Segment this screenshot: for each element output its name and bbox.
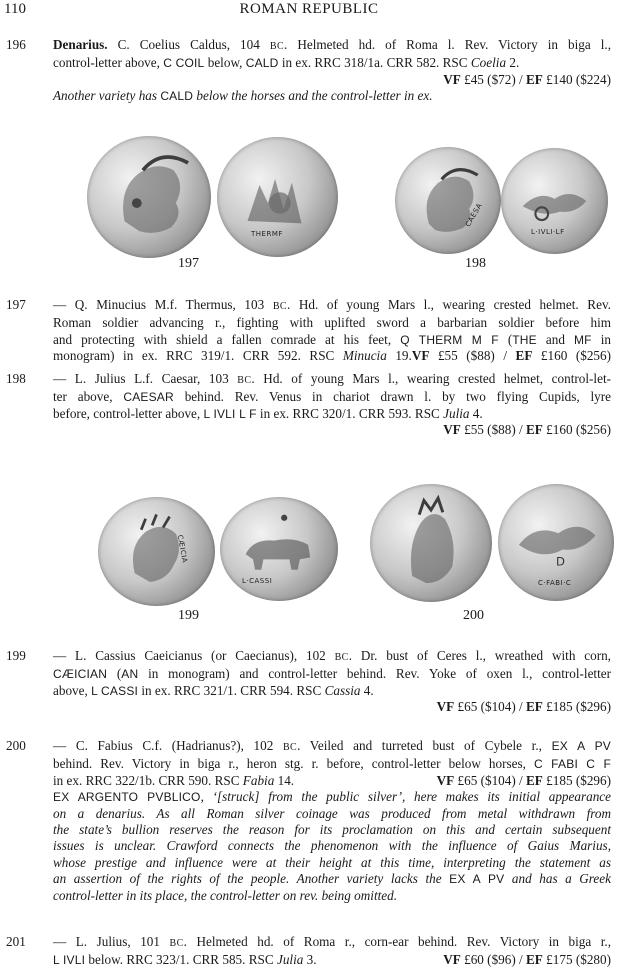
entry-line: ter above, CAESAR behind. Rev. Venus in chariot drawn l. by two flying Cupids, lyre xyxy=(53,389,611,405)
note-line: an assertion of the rights of the people. Another variety lacks the EX A PV and has a Greek xyxy=(53,871,611,887)
page-number: 110 xyxy=(4,1,26,17)
price-line: VF £65 ($104) / EF £185 ($296) xyxy=(436,699,611,715)
yoke-of-oxen-icon xyxy=(220,497,338,601)
entry-line: Roman soldier advancing r., fighting with uplifted sword a barbarian soldier before him xyxy=(53,315,611,331)
svg-text:D: D xyxy=(556,554,565,569)
coin-197-reverse xyxy=(217,137,338,257)
plate-caption-200: 200 xyxy=(463,608,484,623)
entry-line: above, L CASSI in ex. RRC 321/1. CRR 594. RSC Cassia 4. xyxy=(53,682,374,698)
entry-line: — L. Cassius Caeicianus (or Caecianus), 102 BC. Dr. bust of Ceres l., wreathed with corn, xyxy=(53,648,611,663)
coin-200-reverse xyxy=(498,484,614,601)
note-line: EX ARGENTO PVBLICO, ‘[struck] from the public silver’, here makes its initial appearance xyxy=(53,789,611,805)
variety-note: Another variety has CALD below the horses and the control-letter in ex. xyxy=(53,88,433,104)
entry-line: — L. Julius L.f. Caesar, 103 BC. Hd. of young Mars l., wearing crested helmet, control-let- xyxy=(53,371,611,386)
plate-caption-197: 197 xyxy=(178,256,199,271)
entry-line: before, control-letter above, L IVLI L F in ex. RRC 320/1. CRR 593. RSC Julia 4. xyxy=(53,405,483,421)
coin-legend: CAESA xyxy=(464,201,484,229)
coin-199-reverse xyxy=(220,497,338,601)
coin-198-obverse xyxy=(395,147,501,254)
coin-197-obverse xyxy=(87,136,211,258)
entry-line: and protecting with shield a fallen comrade at his feet, Q THERM M F (THE and MF in xyxy=(53,331,612,347)
note-line: on a denarius. As all Roman silver coinage was produced from metal withdrawn from xyxy=(53,805,611,821)
note-line: whose prestige and influence were at their height at this time, interpreting the statement as xyxy=(53,854,611,870)
note-line: issues is unclear. Crawford connects the phenomenon with the influence of Gaius Marius, xyxy=(53,838,611,854)
entry-line: control-letter above, C COIL below, CALD in ex. RRC 318/1a. CRR 582. RSC Coelia 2. xyxy=(53,55,520,71)
helmeted-head-left-icon xyxy=(87,136,211,258)
page-header xyxy=(0,0,618,20)
coin-legend: C·FABI·C xyxy=(538,579,572,587)
plate-caption-198: 198 xyxy=(465,256,486,271)
coin-legend: CÆICIA xyxy=(175,534,189,564)
price-line: VF £45 ($72) / EF £140 ($224) xyxy=(443,71,611,87)
entry-line: Denarius. C. Coelius Caldus, 104 BC. Helmeted hd. of Roma l. Rev. Victory in biga l., xyxy=(53,37,611,52)
entry-line: L IVLI below. RRC 323/1. CRR 585. RSC Julia 3. VF £60 ($96) / EF £175 ($280) xyxy=(53,952,611,968)
entry-number: 197 xyxy=(6,297,26,312)
running-head: ROMAN REPUBLIC xyxy=(239,1,379,17)
entry-line: — C. Fabius C.f. (Hadrianus?), 102 BC. Veiled and turreted bust of Cybele r., EX A PV xyxy=(53,738,612,753)
coin-legend: L·IVLI·LF xyxy=(531,228,565,236)
coin-198-reverse xyxy=(501,148,608,254)
entry-number: 196 xyxy=(6,37,26,52)
chariot-cupids-icon xyxy=(501,148,608,254)
entry-line: behind. Rev. Victory in biga r., heron stg. r. before, control-letter below horses, C FABI C F xyxy=(53,756,611,772)
entry-line: — L. Julius, 101 BC. Helmeted hd. of Roma r., corn-ear behind. Rev. Victory in biga r., xyxy=(53,934,611,949)
note-line: control-letter in its place, the control-letter on rev. being omitted. xyxy=(53,887,398,903)
entry-line: — Q. Minucius M.f. Thermus, 103 BC. Hd. of young Mars l., wearing crested helmet. Rev. xyxy=(53,297,611,312)
price-inline: VF £65 ($104) / EF £185 ($296) xyxy=(436,772,611,788)
cybele-bust-right-icon xyxy=(370,484,492,602)
coin-200-obverse xyxy=(370,484,492,602)
entry-number: 198 xyxy=(6,371,26,386)
entry-number: 201 xyxy=(6,934,26,949)
helmeted-head-left-icon xyxy=(395,147,501,254)
plate-caption-199: 199 xyxy=(178,608,199,623)
entry-line: in ex. RRC 322/1b. CRR 590. RSC Fabia 14. VF £65 ($104) / EF £185 ($296) xyxy=(53,772,611,788)
coin-legend: THERMF xyxy=(251,230,283,238)
price-line: VF £55 ($88) / EF £160 ($256) xyxy=(443,422,611,438)
price-inline: VF £60 ($96) / EF £175 ($280) xyxy=(443,952,611,968)
entry-text xyxy=(53,297,611,365)
entry-number: 200 xyxy=(6,738,26,753)
entry-text xyxy=(53,738,611,904)
note-line: the state’s bullion reserves the reason for its proclamation on this and certain subsequent xyxy=(53,822,611,838)
entry-line: CÆICIAN (AN in monogram) and control-letter behind. Rev. Yoke of oxen l., control-letter xyxy=(53,666,611,682)
entry-text xyxy=(53,934,611,969)
entry-number: 199 xyxy=(6,648,26,663)
ceres-bust-left-icon xyxy=(98,497,215,606)
entry-text xyxy=(53,371,611,439)
entry-line: monogram) in ex. RRC 319/1. CRR 592. RSC Minucia 19.VF £55 ($88) / EF £160 ($256) xyxy=(53,348,611,364)
entry-text xyxy=(53,648,611,716)
coin-199-obverse xyxy=(98,497,215,606)
coin-legend: L·CASSI xyxy=(242,577,273,585)
entry-text xyxy=(53,37,611,105)
battle-scene-icon xyxy=(217,137,338,257)
